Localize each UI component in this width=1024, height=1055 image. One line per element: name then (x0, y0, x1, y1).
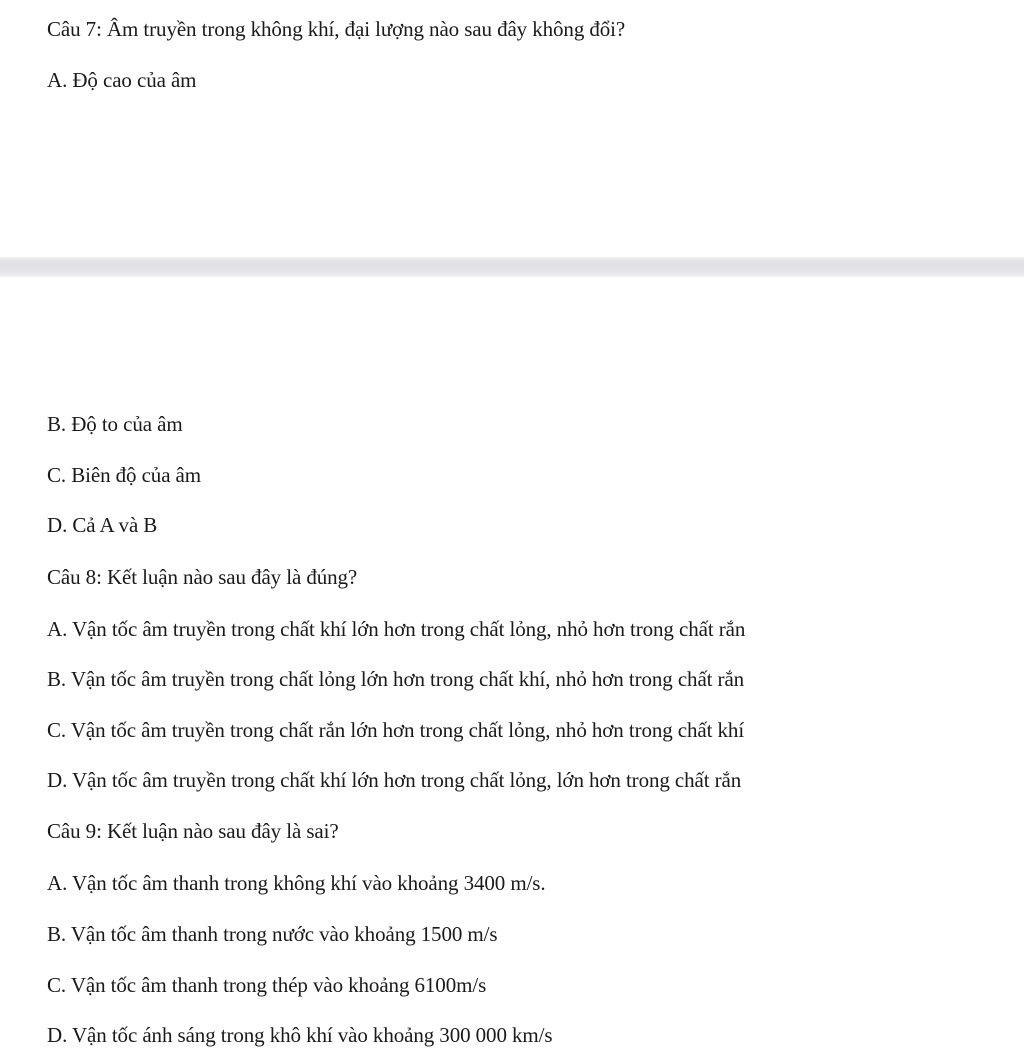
question-7-text: Câu 7: Âm truyền trong không khí, đại lượng nào sau đây không đổi? (47, 17, 626, 41)
question-8-option-c: C. Vận tốc âm truyền trong chất rắn lớn hơn trong chất lỏng, nhỏ hơn trong chất khí (47, 718, 745, 742)
question-7-option-a: A. Độ cao của âm (47, 68, 197, 92)
question-7-option-b: B. Độ to của âm (47, 412, 183, 436)
question-9-option-d: D. Vận tốc ánh sáng trong khô khí vào khoảng 300 000 km/s (47, 1023, 553, 1047)
question-9-option-c: C. Vận tốc âm thanh trong thép vào khoảng 6100m/s (47, 973, 487, 997)
page-break-divider (0, 257, 1024, 277)
question-7-option-d: D. Cả A và B (47, 513, 158, 537)
question-8-option-d: D. Vận tốc âm truyền trong chất khí lớn hơn trong chất lỏng, lớn hơn trong chất rắn (47, 768, 742, 792)
question-9-option-a: A. Vận tốc âm thanh trong không khí vào khoảng 3400 m/s. (47, 871, 546, 895)
question-8-text: Câu 8: Kết luận nào sau đây là đúng? (47, 565, 358, 589)
question-9-text: Câu 9: Kết luận nào sau đây là sai? (47, 819, 339, 843)
question-7-option-c: C. Biên độ của âm (47, 463, 202, 487)
question-8-option-a: A. Vận tốc âm truyền trong chất khí lớn hơn trong chất lỏng, nhỏ hơn trong chất rắn (47, 617, 746, 641)
question-9-option-b: B. Vận tốc âm thanh trong nước vào khoảng 1500 m/s (47, 922, 498, 946)
question-8-option-b: B. Vận tốc âm truyền trong chất lỏng lớn hơn trong chất khí, nhỏ hơn trong chất rắn (47, 667, 745, 691)
